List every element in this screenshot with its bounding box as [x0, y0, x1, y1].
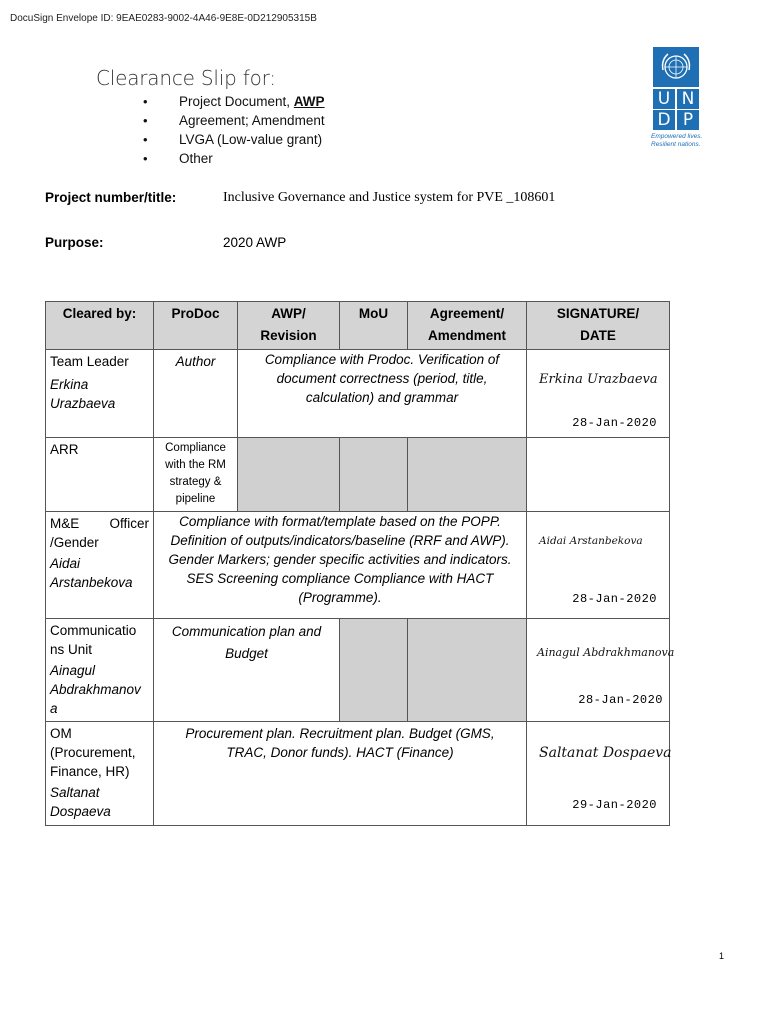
- table-header-row: [46, 302, 670, 350]
- list-item: • Other: [143, 149, 325, 168]
- list-item: • LVGA (Low-value grant): [143, 130, 325, 149]
- header-awp: AWP/ Revision: [238, 302, 340, 350]
- signature: Saltanat Dospaeva: [539, 745, 672, 761]
- clearance-type-list: [143, 92, 325, 168]
- cleared-by-cell: OM (Procurement, Finance, HR) Saltanat Dospaeva: [46, 722, 154, 826]
- logo-tagline-2: Resilient nations.: [651, 141, 701, 148]
- purpose-value: 2020 AWP: [223, 235, 287, 250]
- mou-cell: [340, 619, 408, 722]
- table-row: [46, 350, 670, 438]
- logo-letter: N: [677, 89, 699, 109]
- signature: Aidai Arstanbekova: [539, 535, 643, 547]
- prodoc-cell: Compliance with the RM strategy & pipeline: [154, 438, 238, 512]
- logo-letter: D: [653, 110, 675, 130]
- signature-cell: [527, 619, 675, 722]
- comment-cell: Compliance with Prodoc. Verification of document correctness (period, title, calculation) and grammar: [238, 350, 527, 438]
- table-row: [46, 722, 670, 826]
- prodoc-cell: Author: [154, 350, 238, 438]
- list-item: • Agreement; Amendment: [143, 111, 325, 130]
- un-emblem-icon: [653, 47, 699, 87]
- table-row: [46, 619, 670, 722]
- signature-cell: [527, 512, 670, 619]
- awp-highlight: AWP: [293, 94, 325, 109]
- header-signature: SIGNATURE/ DATE: [527, 302, 670, 350]
- signature-date: 28-Jan-2020: [572, 592, 657, 606]
- header-agreement: Agreement/ Amendment: [408, 302, 527, 350]
- project-label: Project number/title:: [45, 190, 177, 205]
- logo-tagline-1: Empowered lives.: [651, 133, 703, 140]
- list-item: • Project Document, AWP: [143, 92, 325, 111]
- purpose-label: Purpose:: [45, 235, 104, 250]
- cleared-by-cell: M&E Officer /Gender Aidai Arstanbekova: [46, 512, 154, 619]
- cleared-by-cell: Communicatio ns Unit Ainagul Abdrakhmanov a: [46, 619, 154, 722]
- cleared-by-cell: ARR: [46, 438, 154, 512]
- undp-logo: [651, 47, 707, 149]
- page-number: 1: [719, 951, 725, 961]
- signature-date: 28-Jan-2020: [572, 416, 657, 430]
- agreement-cell: [408, 619, 527, 722]
- signature: Ainagul Abdrakhmanova: [537, 646, 675, 659]
- signature-cell: [527, 438, 670, 512]
- signature-date: 28-Jan-2020: [578, 693, 663, 707]
- comment-cell: Procurement plan. Recruitment plan. Budget (GMS, TRAC, Donor funds). HACT (Finance): [154, 722, 527, 826]
- table-row: [46, 512, 670, 619]
- mou-cell: [340, 438, 408, 512]
- header-cleared-by: Cleared by:: [46, 302, 154, 350]
- signature: Erkina Urazbaeva: [539, 372, 658, 387]
- table-row: [46, 438, 670, 512]
- agreement-cell: [408, 438, 527, 512]
- awp-cell: [238, 438, 340, 512]
- signature-cell: [527, 722, 670, 826]
- header-prodoc: ProDoc: [154, 302, 238, 350]
- project-value: Inclusive Governance and Justice system for PVE _108601: [223, 190, 556, 205]
- docusign-envelope-id: DocuSign Envelope ID: 9EAE0283-9002-4A46-9E8E-0D212905315B: [10, 13, 317, 24]
- cleared-by-cell: Team Leader Erkina Urazbaeva: [46, 350, 154, 438]
- signature-cell: [527, 350, 670, 438]
- logo-letter: U: [653, 89, 675, 109]
- comment-cell: Communication plan and Budget: [154, 619, 340, 722]
- logo-letter: P: [677, 110, 699, 130]
- comment-cell: Compliance with format/template based on the POPP. Definition of outputs/indicators/baseline (RRF and AWP). Gender Markers; gender specific activities and indicators. SES Screening compliance Compliance with HACT (Programme).: [154, 512, 527, 619]
- page-title: Clearance Slip for:: [96, 66, 276, 90]
- header-mou: MoU: [340, 302, 408, 350]
- signature-date: 29-Jan-2020: [572, 798, 657, 812]
- clearance-table: [45, 301, 675, 826]
